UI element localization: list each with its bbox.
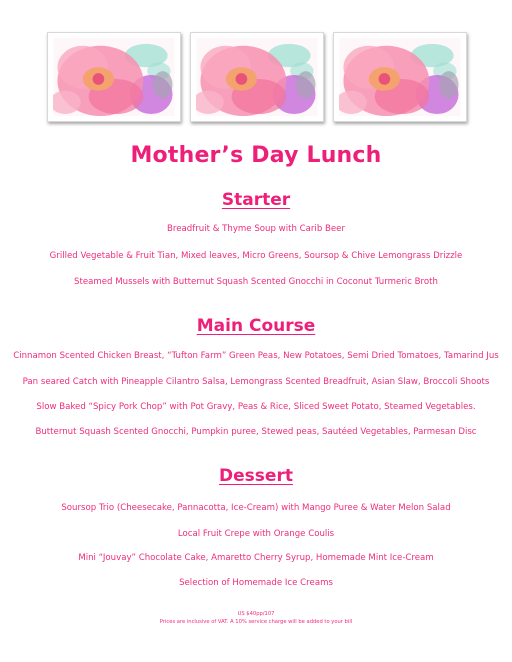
menu-item: Mini “Jouvay” Chocolate Cake, Amaretto Cherry Syrup, Homemade Mint Ice-Cream bbox=[78, 553, 434, 563]
menu-item: Steamed Mussels with Butternut Squash Scented Gnocchi in Coconut Turmeric Broth bbox=[74, 277, 438, 287]
menu-item: Soursop Trio (Cheesecake, Pannacotta, Ice-Cream) with Mango Puree & Water Melon Salad bbox=[61, 503, 451, 513]
menu-title: Mother’s Day Lunch bbox=[130, 143, 382, 168]
photo-strip bbox=[47, 32, 467, 124]
menu-item: Grilled Vegetable & Fruit Tian, Mixed leaves, Micro Greens, Soursop & Chive Lemongrass Drizzle bbox=[49, 251, 463, 261]
watercolor-flower-image bbox=[53, 38, 175, 116]
section-heading-label: Main Course bbox=[196, 316, 316, 336]
section-heading-dessert bbox=[0, 466, 512, 486]
flower-photo bbox=[333, 32, 467, 122]
menu-item: Breadfruit & Thyme Soup with Carib Beer bbox=[166, 224, 346, 234]
menu-item: Cinnamon Scented Chicken Breast, “Tufton Farm” Green Peas, New Potatoes, Semi Dried Tomatoes, Tamarind Jus bbox=[13, 351, 499, 361]
menu-item: Slow Baked “Spicy Pork Chop” with Pot Gravy, Peas & Rice, Sliced Sweet Potato, Steamed Vegetables. bbox=[36, 402, 476, 412]
menu-item: Selection of Homemade Ice Creams bbox=[179, 578, 333, 588]
watercolor-flower-image bbox=[339, 38, 461, 116]
section-heading-label: Starter bbox=[221, 190, 291, 210]
service-charge-note: Prices are inclusive of VAT. A 10% service charge will be added to your bill bbox=[159, 619, 353, 625]
menu-item: Pan seared Catch with Pineapple Cilantro Salsa, Lemongrass Scented Breadfruit, Asian Slaw, Broccoli Shoots bbox=[22, 377, 490, 387]
menu-item: Butternut Squash Scented Gnocchi, Pumpkin puree, Stewed peas, Sautéed Vegetables, Parmesan Disc bbox=[35, 427, 477, 437]
section-heading-label: Dessert bbox=[219, 466, 293, 486]
watercolor-flower-image bbox=[196, 38, 318, 116]
price-text: US $40pp/107 bbox=[237, 611, 275, 617]
section-heading-starter bbox=[0, 190, 512, 210]
flower-photo bbox=[190, 32, 324, 122]
section-heading-main-course bbox=[0, 316, 512, 336]
flower-photo bbox=[47, 32, 181, 122]
menu-item: Local Fruit Crepe with Orange Coulis bbox=[177, 529, 335, 539]
